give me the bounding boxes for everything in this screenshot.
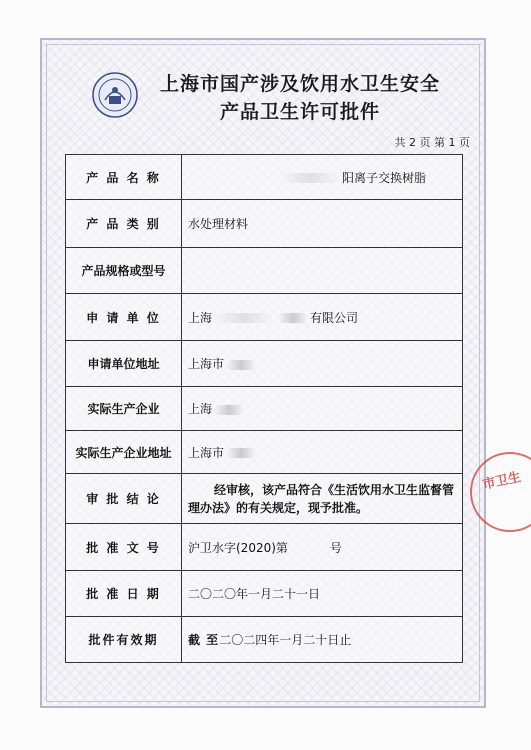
redaction-mark: [226, 360, 256, 370]
field-value-product-category: 水处理材料: [182, 200, 463, 248]
applicant-prefix: 上海: [188, 310, 213, 325]
field-value-applicant: [182, 294, 463, 341]
field-value-product-name: [182, 155, 463, 200]
redaction-mark: [278, 313, 308, 323]
manufacturer-text: 上海: [188, 402, 213, 416]
approval-number-suffix: 号: [329, 540, 342, 555]
redaction-mark: [214, 405, 244, 415]
page-indicator: 共 2 页 第 1 页: [394, 136, 470, 149]
field-label-conclusion: 审 批 结 论: [66, 474, 182, 524]
table-row: [66, 387, 463, 431]
applicant-suffix: 有限公司: [310, 310, 359, 325]
emblem-seal-icon: [92, 72, 138, 118]
field-label-approval-date: 批 准 日 期: [66, 571, 182, 617]
table-row: [66, 341, 463, 387]
field-label-validity: 批件有效期: [66, 617, 182, 663]
table-row: [66, 294, 463, 341]
table-row: [66, 200, 463, 248]
field-value-approval-date: 二〇二〇年一月二十一日: [182, 571, 463, 617]
stamp-text: 市卫生: [481, 470, 523, 493]
field-value-manufacturer-address: [182, 431, 463, 474]
field-label-applicant: 申 请 单 位: [66, 294, 182, 341]
table-row: [66, 571, 463, 617]
applicant-address-text: 上海市: [188, 357, 225, 371]
redaction-mark: [214, 313, 274, 323]
certificate-title: [150, 70, 450, 126]
field-value-product-model: [182, 248, 463, 294]
redaction-mark: [226, 448, 256, 458]
redaction-mark: [280, 173, 340, 183]
table-row: [66, 431, 463, 474]
field-value-validity: [182, 617, 463, 663]
conclusion-line-1: 经审核，该产品符合《生活饮用水卫生监督管: [214, 482, 455, 497]
validity-date: 二〇二四年一月二十日止: [219, 633, 352, 647]
table-row: [66, 155, 463, 200]
table-row: [66, 617, 463, 663]
field-value-manufacturer: [182, 387, 463, 431]
title-line-2: 产品卫生许可批件: [219, 101, 380, 123]
field-label-product-model: 产品规格或型号: [66, 248, 182, 294]
field-label-approval-number: 批 准 文 号: [66, 524, 182, 571]
product-name-text: 阳离子交换树脂: [341, 170, 426, 185]
conclusion-line-2: 理办法》的有关规定，现予批准。: [188, 500, 369, 515]
table-row: [66, 248, 463, 294]
license-form-table: [65, 154, 463, 663]
manufacturer-address-text: 上海市: [188, 445, 225, 460]
validity-prefix: 截 至: [188, 633, 220, 647]
title-line-1: 上海市国产涉及饮用水卫生安全: [159, 73, 440, 95]
table-row: [66, 524, 463, 571]
field-label-manufacturer-address: 实际生产企业地址: [66, 431, 182, 474]
field-value-applicant-address: [182, 341, 463, 387]
field-label-applicant-address: 申请单位地址: [66, 341, 182, 387]
field-label-product-name: 产 品 名 称: [66, 155, 182, 200]
approval-number-prefix: 沪卫水字(2020)第: [188, 540, 288, 555]
field-label-product-category: 产 品 类 别: [66, 200, 182, 248]
table-row: [66, 474, 463, 524]
field-value-approval-number: [182, 524, 463, 571]
field-label-manufacturer: 实际生产企业: [66, 387, 182, 431]
field-value-conclusion: [182, 474, 463, 524]
